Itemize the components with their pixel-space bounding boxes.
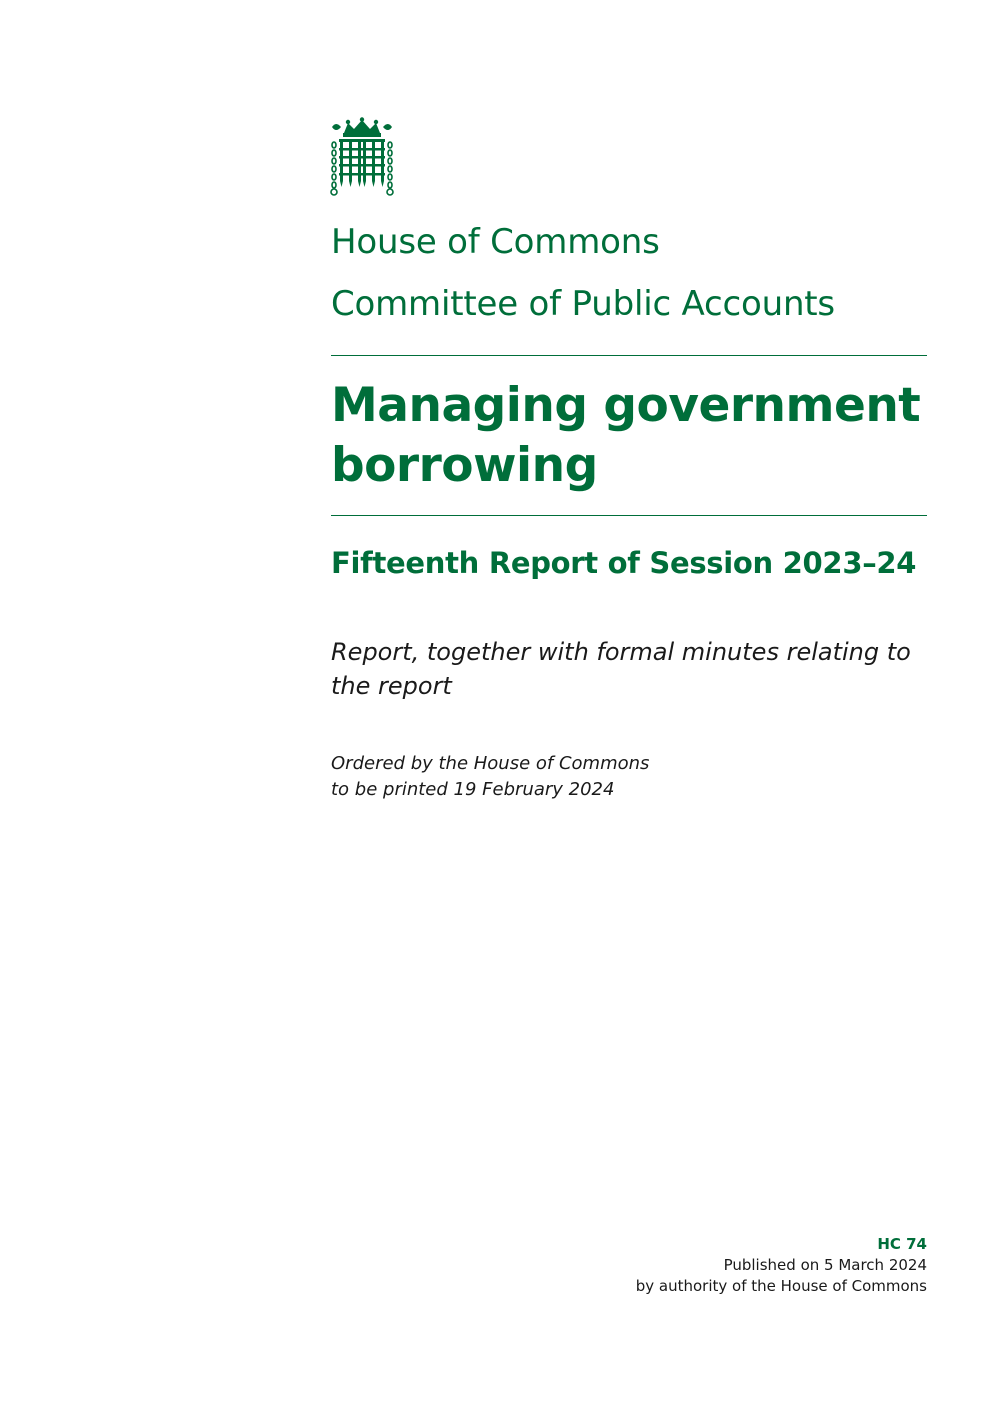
report-session: Fifteenth Report of Session 2023–24: [331, 546, 917, 580]
hc-number: HC 74: [877, 1235, 927, 1253]
portcullis-crest-icon: [330, 117, 394, 197]
print-order: [331, 751, 927, 803]
print-order-line-1: Ordered by the House of Commons: [331, 753, 650, 774]
publication-authority: by authority of the House of Commons: [635, 1277, 927, 1295]
publication-info: [636, 1234, 927, 1297]
house-name: House of Commons: [331, 222, 660, 262]
divider-top: [331, 355, 927, 356]
report-title: Managing government borrowing: [331, 378, 921, 493]
published-date: Published on 5 March 2024: [723, 1256, 927, 1274]
divider-bottom: [331, 515, 927, 516]
print-order-line-2: to be printed 19 February 2024: [331, 779, 615, 800]
report-subtitle: Report, together with formal minutes relating to the report: [331, 638, 911, 700]
committee-name: Committee of Public Accounts: [331, 284, 835, 324]
